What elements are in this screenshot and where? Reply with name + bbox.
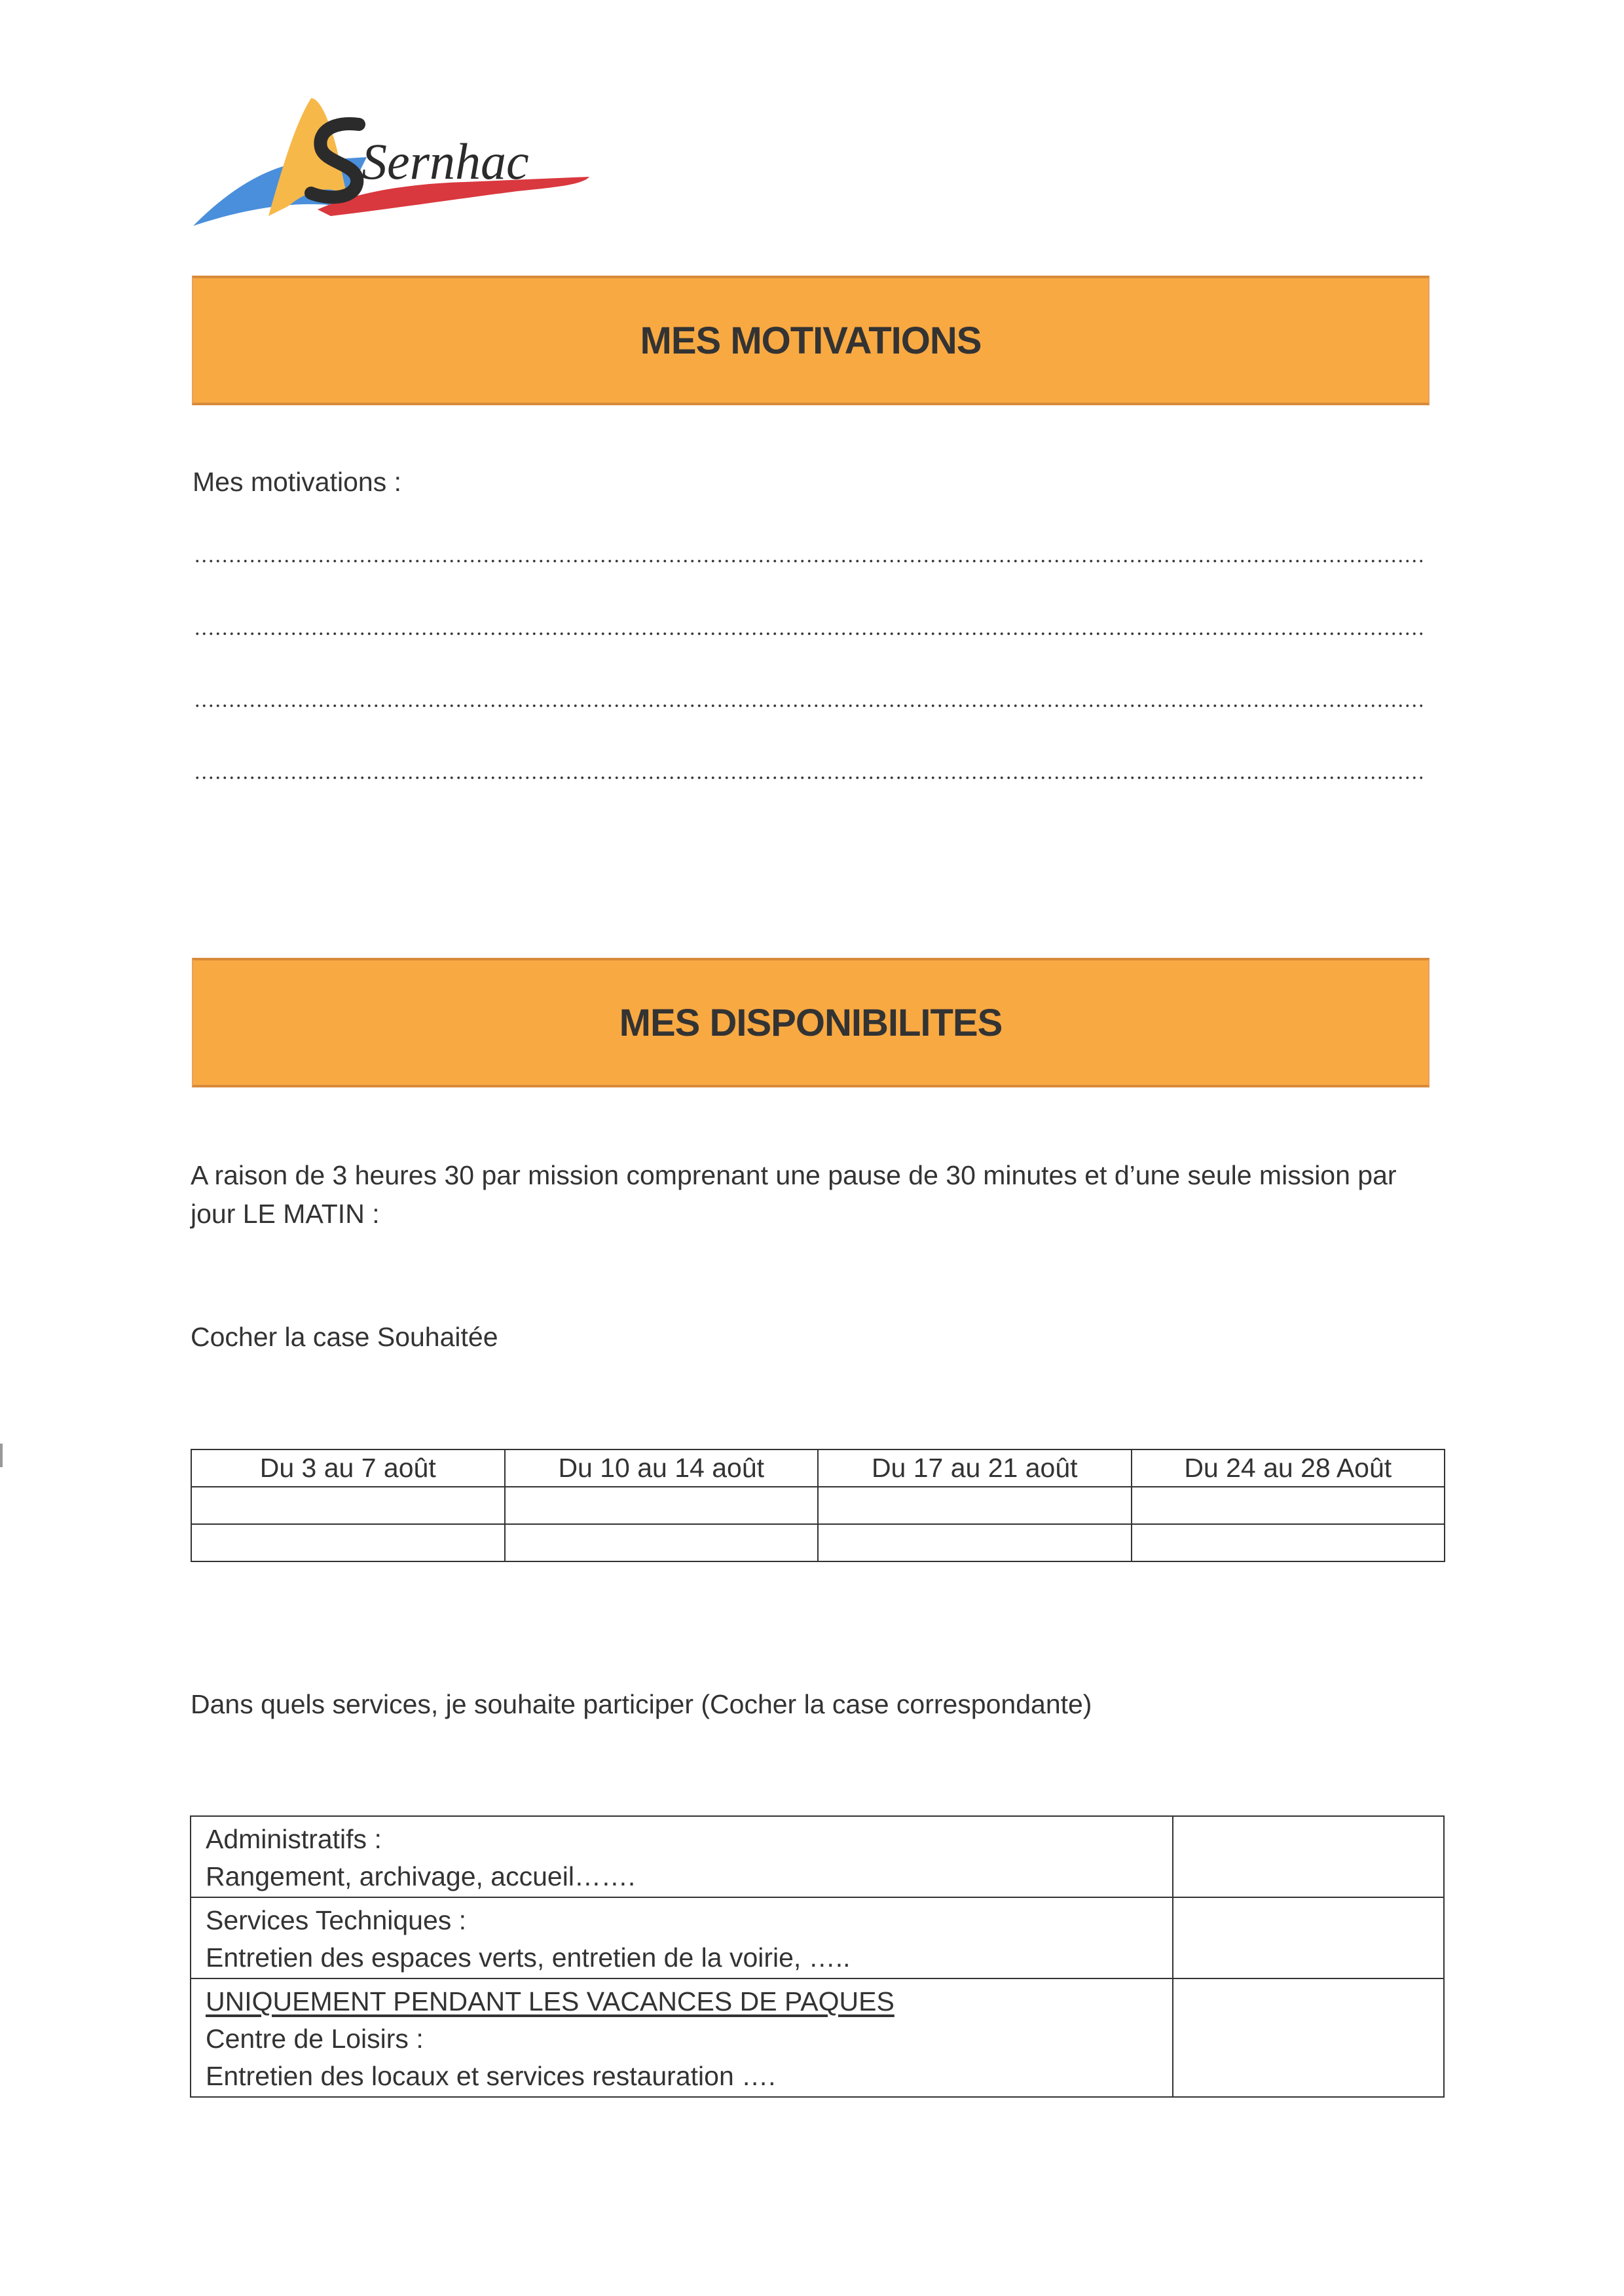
service-title: Centre de Loisirs : <box>206 2024 424 2054</box>
logo-graphic-icon <box>190 85 596 236</box>
scan-edge-mark <box>0 1444 3 1467</box>
week-header: Du 3 au 7 août <box>191 1449 505 1487</box>
checkbox-cell[interactable] <box>191 1524 505 1561</box>
table-row <box>191 1524 1445 1561</box>
checkbox-cell[interactable] <box>505 1524 819 1561</box>
checkbox-cell[interactable] <box>818 1487 1132 1524</box>
sernhac-logo <box>190 85 596 236</box>
availability-table <box>191 1449 1445 1562</box>
table-row <box>191 1487 1445 1524</box>
answer-line[interactable] <box>194 774 1422 781</box>
checkbox-cell[interactable] <box>1132 1524 1445 1561</box>
checkbox-cell[interactable] <box>1173 1978 1444 2097</box>
services-table <box>190 1815 1445 2098</box>
service-note: UNIQUEMENT PENDANT LES VACANCES DE PAQUES <box>206 1986 895 2016</box>
instruction-text: Cocher la case Souhaitée <box>191 1322 498 1352</box>
service-description <box>191 1897 1173 1978</box>
answer-line[interactable] <box>194 702 1422 709</box>
week-header: Du 17 au 21 août <box>818 1449 1132 1487</box>
section-title: MES DISPONIBILITES <box>619 1001 1003 1044</box>
logo-text: Sernhac <box>361 133 529 190</box>
week-header: Du 10 au 14 août <box>505 1449 819 1487</box>
answer-line[interactable] <box>194 558 1422 564</box>
checkbox-cell[interactable] <box>505 1487 819 1524</box>
table-header-row <box>191 1449 1445 1487</box>
checkbox-cell[interactable] <box>191 1487 505 1524</box>
section-title: MES MOTIVATIONS <box>640 319 982 362</box>
intro-text-line1: A raison de 3 heures 30 par mission comprenant une pause de 30 minutes et d’une seule mission par <box>191 1160 1397 1190</box>
banner-motivations <box>192 276 1430 405</box>
table-row <box>191 1897 1444 1978</box>
services-prompt: Dans quels services, je souhaite participer (Cocher la case correspondante) <box>191 1689 1092 1719</box>
service-detail: Rangement, archivage, accueil……. <box>206 1861 636 1891</box>
table-row <box>191 1978 1444 2097</box>
intro-text-line2: jour LE MATIN : <box>191 1199 380 1229</box>
service-title: Administratifs : <box>206 1824 382 1854</box>
service-detail: Entretien des locaux et services restauration …. <box>206 2061 776 2091</box>
service-title: Services Techniques : <box>206 1905 467 1935</box>
service-detail: Entretien des espaces verts, entretien de la voirie, ….. <box>206 1942 851 1973</box>
table-row <box>191 1816 1444 1897</box>
answer-line[interactable] <box>194 630 1422 637</box>
checkbox-cell[interactable] <box>1173 1816 1444 1897</box>
banner-disponibilites <box>192 958 1430 1087</box>
checkbox-cell[interactable] <box>1132 1487 1445 1524</box>
motivations-label: Mes motivations : <box>193 467 401 497</box>
service-description <box>191 1978 1173 2097</box>
checkbox-cell[interactable] <box>818 1524 1132 1561</box>
checkbox-cell[interactable] <box>1173 1897 1444 1978</box>
week-header: Du 24 au 28 Août <box>1132 1449 1445 1487</box>
service-description <box>191 1816 1173 1897</box>
